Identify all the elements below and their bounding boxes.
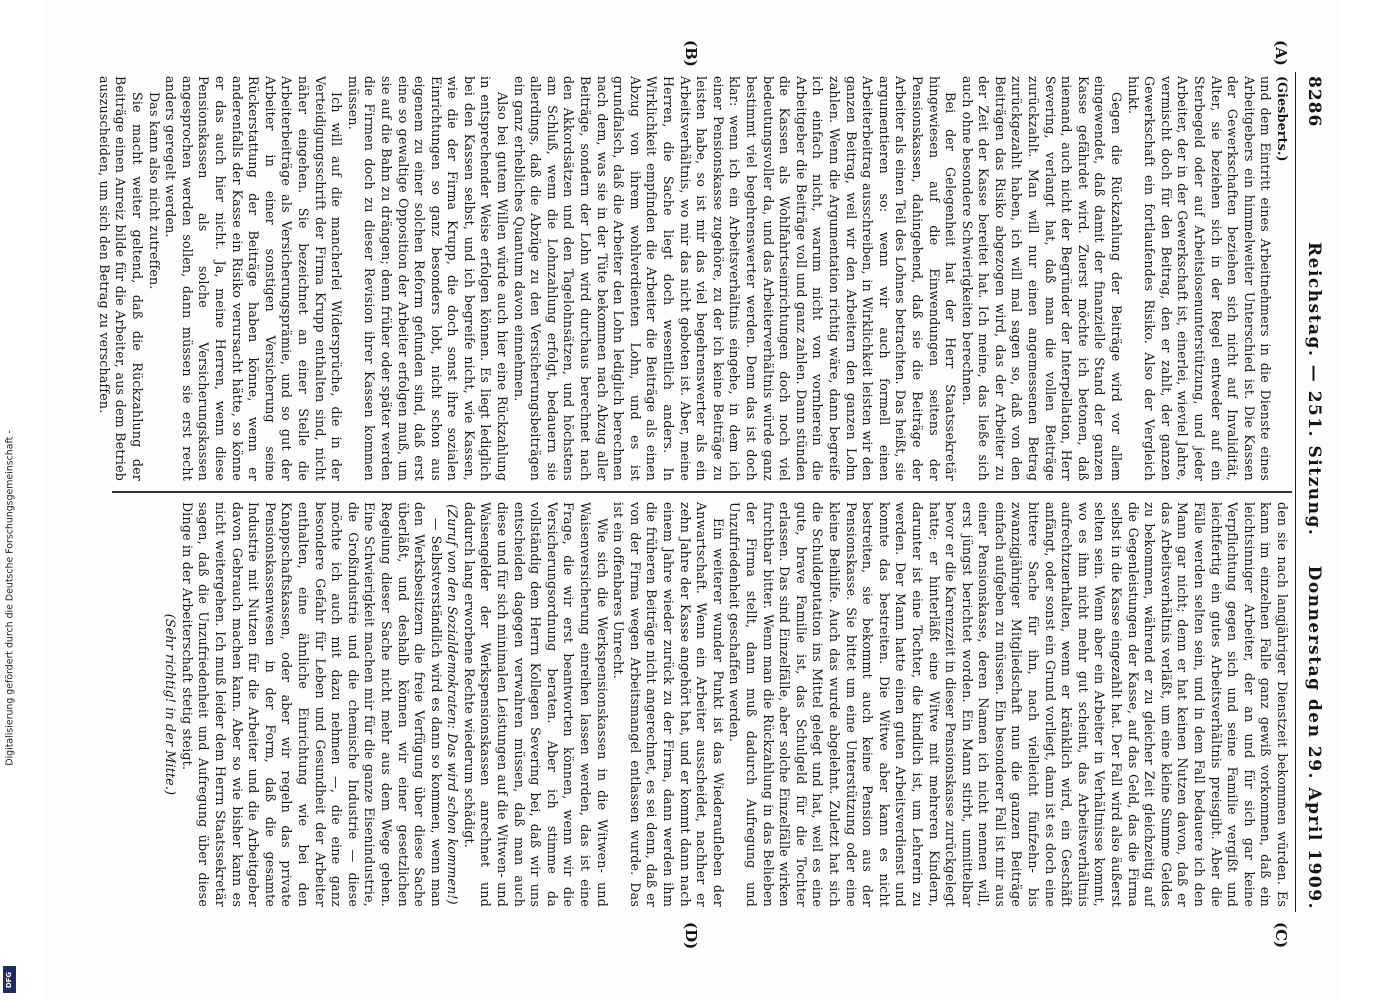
- interjection: (Sehr richtig! in der Mitte.): [163, 613, 179, 796]
- margin-mark-c: (C): [1272, 922, 1290, 949]
- paragraph: Gegen die Rückzahlung der Beiträge wird vor allem eingewendet, daß damit der finanzielle Stand der ganzen Kasse gefährdet wird. Zuerst möchte ich betonen, daß niemand, auch nicht der Begründer der Interpellation, Herr Severing, verlangt hat, daß man die vollen Beiträge zurückzahlt. Man will nur einen angemessenen Betrag zurückgezahlt haben, ich will mal sagen so, daß von den Beiträgen das Risiko abgezogen wird, das der Arbeiter zu der Zeit der Kasse bereitet hat. Ich meine, das ließe sich auch ohne besondere Schwierigkeiten berechnen.: [959, 76, 1125, 481]
- page-number: 8286: [1304, 76, 1324, 128]
- paragraph: — Selbstverständlich wird es dann so kommen, wenn man den Werksbesitzern die freie Verfügung über diese Sache überläßt, und deshalb können wir einer gesetzlichen Regelung dieser Sache nicht mehr aus dem Wege gehen. Eine Schwierigkeit machen mir für die ganze Eisenindustrie, die Großindustrie und die chemische Industrie — diese möchte ich auch mit dazu nehmen —, die eine ganz besondere Gefahr für Leben und Gesundheit der Arbeiter enthalten, eine ähnliche Einrichtung wie bei den Knappschaftskassen, oder aber wir regeln das private Pensionskassenwesen in der Form, daß die gesamte Industrie mit Nutzen für die Arbeiter und die Arbeitgeber davon Gebrauch machen kann. Aber so wie bisher kann es nicht weitergehen. Ich muß leider dem Herrn Staatssekretär sagen, daß die Unzufriedenheit und Aufregung über diese Dinge in der Arbeiterschaft stetig steigt.: [179, 502, 444, 907]
- credit-text: Digitalisierung gefördert durch die Deutsche Forschungsgemeinschaft -: [4, 430, 16, 766]
- paragraph: Wie sich die Werkspensionskassen in die Witwen- und Waisenversicherung einreihen lassen werden, das ist eine Frage, die wir erst beantworten können, wenn wir die Versicherungsordnung beraten. Aber ich stimme da vollständig dem Herrn Kollegen Severing bei, daß wir uns entscheiden dagegen verwahren müssen, daß man auch diese und für sich minimalen Leistungen auf die Witwen- und Waisengelder der Werkspensionskassen anrechnet und dadurch lang erworbene Rechte wiederum schädigt.: [461, 502, 610, 907]
- paragraph: Sie macht weiter geltend, daß die Rückzahlung der Beiträge einen Anreiz bilde für die Arbeiter, aus dem Betrieb auszuscheiden, um sich den Betrag zu verschaffen.: [96, 76, 146, 481]
- interjection: (Zuruf von den Sozialdemokraten: Das wird schon kommen!): [445, 504, 461, 905]
- paragraph: und dem Eintritt eines Arbeitnehmers in die Dienste eines Arbeitgebers ein himmelweiter Unterschied ist. Die Kassen der Gewerkschaften beziehen sich nicht auf Invalidität, Alter, sie beziehen sich in der Regel entweder auf ein Sterbegeld oder auf Arbeitslosenunterstützung, und jeder Arbeiter, der in der Gewerkschaft ist, einerlei, wieviel Jahre, vermischt doch für den Beitrag, den er zahlt, der ganzen Gewerkschaft ein fortlaufendes Risiko. Also der Vergleich hinkt.: [1125, 76, 1274, 481]
- dfg-logo-text: DFG: [5, 971, 14, 988]
- dfg-logo: [3, 966, 16, 993]
- session-date: Donnerstag den 29. April 1909.: [1304, 565, 1324, 910]
- running-head: Reichstag. — 251. Sitzung.: [1304, 242, 1324, 537]
- paragraph: Ich will auf die mancherlei Widersprüche, die in der Verteidigungsschrift der Firma Krupp enthalten sind, nicht näher eingehen. Sie bezeichnet an einer Stelle die Arbeiterbeiträge als Versicherungsprämie, und so gut der Arbeiter in einer sonstigen Versicherung seine Rückerstattung der Beiträge haben könne, wenn er anderenfalls der Kasse ein Risiko verursacht hätte, so könne er das auch hier nicht. Ja, meine Herren, wenn diese Pensionskassen als solche Versicherungskassen angesprochen werden sollen, dann müssen sie erst recht anders geregelt werden.: [163, 76, 345, 481]
- right-column: [60, 502, 1290, 907]
- paragraph: den sie nach langjähriger Dienstzeit bekommen würden. Es kann im einzelnen Falle ganz gewiß vorkommen, daß ein leichtsinniger Arbeiter, der an und für sich gar keine Verpflichtung gegen sich und seine Familie vergißt und leichtfertig ein gutes Arbeitsverhältnis preisgibt. Aber die Fälle werden selten sein, und in dem Fall bedauere ich den Mann gar nicht; denn er hat keinen Nutzen davon, daß er das Arbeitsverhältnis verläßt, um eine kleine Summe Geldes zu bekommen, während er zu gleicher Zeit gleichzeitig auf die Gegenleistungen der Kasse, auf das Geld, das die Firma selbst in die Kasse eingezahlt hat. Der Fall wird also äußerst selten sein. Wenn aber ein Arbeiter in Verhältnisse kommt, wo es ihm nicht mehr gut scheint, das Arbeitsverhältnis aufrechtzuerhalten, wenn er kränklich wird, ein Geschäft anfängt, oder sonst ein Grund vorliegt, dann ist es doch eine bittere Sache für ihn, nach vielleicht fünfzehn- bis zwanzigjähriger Mitgliedschaft nun die ganzen Beiträge einfach aufgeben zu müssen. Ein besonderer Fall ist mir aus einer Pensionskasse, deren Namen ich nicht nennen will, erst jüngst berichtet worden. Ein Mann stirbt, unmittelbar bevor er die Karenzzeit in dieser Pensionskasse zurückgelegt hatte; er hinterläßt eine Witwe mit mehreren Kindern, darunter ist eine Tochter, die kindlich ist, um Lehrerin zu werden. Der Mann hatte einen guten Arbeitsverdienst und konnte das bestreiten. Die Witwe aber kann es nicht bestreiten, sie bekommt auch keine Pension aus der Pensionskasse. Sie bittet um eine Unterstützung oder eine kleine Beihilfe. Auch das wurde abgelehnt. Zuletzt hat sich die Schuldeputation ins Mittel gelegt und hat, weil es eine gute, brave Familie ist, das Schulgeld für die Tochter erlassen. Das sind Einzelfälle, aber solche Einzelfälle wirken furchtbar bitter. Wenn man die Rückzahlung in das Belieben der Firma stellt, dann muß dadurch Aufregung und Unzufriedenheit geschaffen werden.: [727, 502, 1290, 907]
- margin-mark-b: (B): [682, 40, 700, 67]
- speaker-name: (Giesberts.): [1275, 76, 1290, 162]
- side-strip: [0, 0, 20, 1000]
- paragraph: Also bei gutem Willen würde auch hier eine Rückzahlung in entsprechender Weise erfolgen können. Es liegt lediglich bei den Kassen selbst, und ich begreife nicht, wie Kassen, wie die der Firma Krupp, die doch sonst ihre sozialen Einrichtungen so ganz besonders lobt, nicht schon aus eigenem zu einer solchen Reform gefunden sind, daß erst eine so gewaltige Opposition der Arbeiter erfolgen muß, um sie auf die Bahn zu drängen; denn früher oder später werden die Firmen doch zu dieser Revision ihrer Kassen kommen müssen.: [345, 76, 511, 481]
- left-column: [60, 76, 1290, 481]
- paragraph: Bei der Gelegenheit hat der Herr Staatssekretär hingewiesen auf die Einwendungen seitens der Pensionskassen, dahingehend, daß sie die Beiträge der Arbeiter als einen Teil des Lohnes betrachten. Das heißt, sie argumentieren so: wenn wir auch formell einen Arbeiterbeitrag ausschreiben, in Wirklichkeit leisten wir den ganzen Beitrag, weil wir den Arbeitern den ganzen Lohn zahlen. Wenn die Argumentation richtig wäre, dann begreife ich einfach nicht, warum nicht von vornherein die Arbeitgeber die Beiträge voll und ganz zahlen. Dann stünden die Kassen als Wohlfahrtseinrichtungen doch noch viel bedeutungsvoller da, und das Arbeiterverhältnis würde ganz bestimmt viel begehrenswerter werden. Denn das ist doch klar: wenn ich ein Arbeitsverhältnis eingehe, in dem ich einer Pensionskasse zugehöre, zu der ich keine Beiträge zu leisten habe, so ist mir das viel begehrenswerter als ein Arbeitsverhältnis, wo mir das nicht geboten ist. Aber, meine Herren, die Sache liegt doch wesentlich anders. In Wirklichkeit empfinden die Arbeiter die Beiträge als einen Abzug von ihrem wohlverdienten Lohn, und es ist grundfalsch, daß die Arbeiter den Lohn lediglich berechnen nach dem, was sie in der Tüte bekommen nach Abzug aller Beiträge, sondern der Lohn wird durchaus berechnet nach den Akkordsätzen und den Tagelohnsätzen, und höchstens am Schluß, wenn die Lohnzahlung erfolgt, bedauern sie allerdings, daß die Abzüge zu den Versicherungsbeiträgen ein ganz erhebliches Quantum davon einnehmen.: [511, 76, 959, 481]
- margin-mark-a: (A): [1272, 40, 1290, 66]
- paragraph: Ein weiterer wunder Punkt ist das Wiederaufleben der Anwartschaft. Wenn ein Arbeiter ausscheidet, nachher er zehn Jahre der Kasse angehört hat, und er kommt dann nach einem Jahre wieder zurück zu der Firma, dann werden ihm die früheren Beiträge nicht angerechnet, es sei denn, daß er von der Firma wegen Arbeitsmangel entlassen wurde. Das ist ein offenbares Unrecht.: [611, 502, 726, 907]
- column-rule: [112, 491, 1292, 493]
- scanned-page: [44, 0, 1340, 1000]
- margin-mark-d: (D): [682, 922, 700, 950]
- paragraph: Das kann also nicht zutreffen.: [146, 92, 162, 290]
- page-header: [1295, 72, 1334, 912]
